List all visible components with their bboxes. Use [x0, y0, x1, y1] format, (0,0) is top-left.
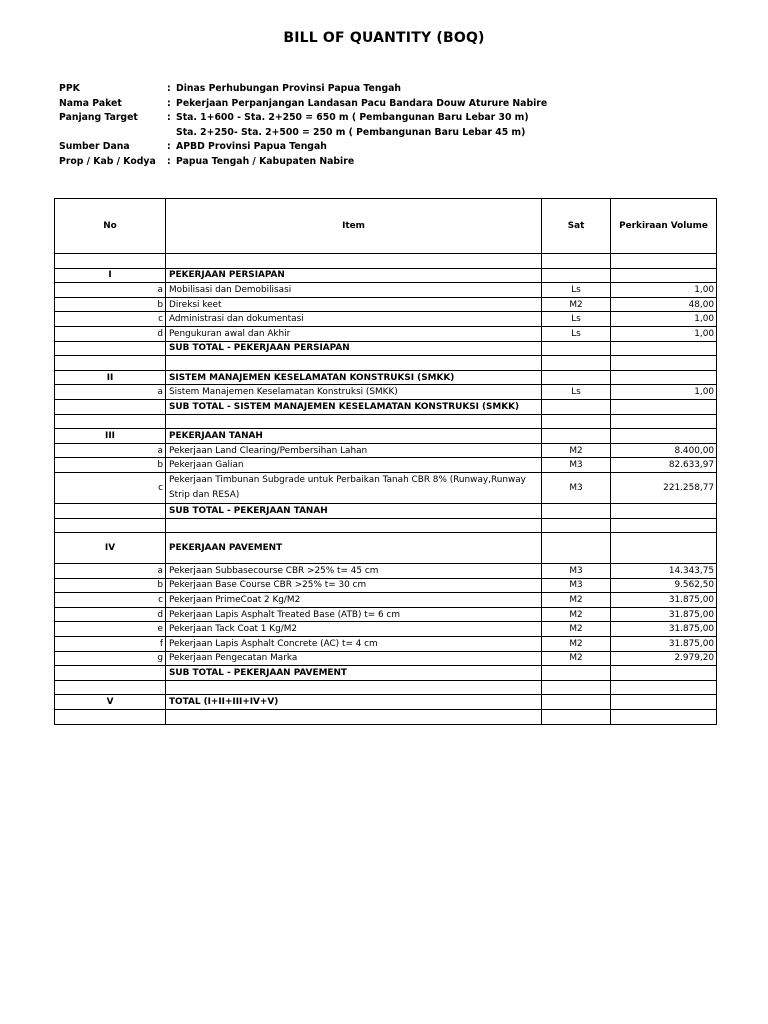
item-volume: 1,00 [611, 312, 717, 327]
item-volume: 1,00 [611, 283, 717, 298]
item-volume: 221.258,77 [611, 472, 717, 503]
section-number: I [55, 268, 166, 283]
item-cell [166, 710, 542, 725]
info-row [59, 111, 547, 126]
info-label: Nama Paket [59, 97, 122, 109]
item-description: Pekerjaan Tack Coat 1 Kg/M2 [166, 622, 542, 637]
item-description: Pekerjaan Land Clearing/Pembersihan Lahan [166, 443, 542, 458]
item-description: Pekerjaan Subbasecourse CBR >25% t= 45 cm [166, 564, 542, 579]
table-row [55, 564, 717, 579]
item-volume: 48,00 [611, 297, 717, 312]
section-row [55, 533, 717, 564]
volume-cell [611, 680, 717, 695]
info-label: Panjang Target [59, 112, 138, 124]
item-letter: c [55, 472, 166, 503]
table-header-row [55, 199, 717, 254]
volume-cell [611, 254, 717, 269]
item-letter: d [55, 607, 166, 622]
table-row [55, 458, 717, 473]
info-row [59, 140, 547, 155]
section-number: II [55, 370, 166, 385]
info-colon: : [167, 155, 171, 167]
blank-row [55, 518, 717, 533]
info-row [59, 97, 547, 112]
sat-cell [542, 503, 611, 518]
item-letter: a [55, 564, 166, 579]
section-title: PEKERJAAN TANAH [166, 429, 542, 444]
sat-cell [542, 356, 611, 371]
section-title: PEKERJAAN PERSIAPAN [166, 268, 542, 283]
no-cell [55, 341, 166, 356]
item-volume: 2.979,20 [611, 651, 717, 666]
volume-cell [611, 503, 717, 518]
info-label: Sumber Dana [59, 141, 130, 153]
volume-cell [611, 710, 717, 725]
blank-row [55, 414, 717, 429]
item-unit: Ls [542, 326, 611, 341]
item-description: Pengukuran awal dan Akhir [166, 326, 542, 341]
table-row [55, 593, 717, 608]
blank-row [55, 254, 717, 269]
section-number: III [55, 429, 166, 444]
item-description: Mobilisasi dan Demobilisasi [166, 283, 542, 298]
item-letter: a [55, 385, 166, 400]
volume-cell [611, 370, 717, 385]
table-row [55, 651, 717, 666]
volume-cell [611, 341, 717, 356]
subtotal-row [55, 341, 717, 356]
info-value: APBD Provinsi Papua Tengah [176, 141, 327, 153]
table-row [55, 297, 717, 312]
item-letter: b [55, 297, 166, 312]
info-value: Sta. 2+250- Sta. 2+500 = 250 m ( Pembangunan Baru Lebar 45 m) [176, 126, 526, 138]
header-sat: Sat [542, 199, 611, 254]
item-letter: b [55, 458, 166, 473]
no-cell [55, 414, 166, 429]
sat-cell [542, 399, 611, 414]
info-label: Prop / Kab / Kodya [59, 155, 156, 167]
item-cell [166, 518, 542, 533]
subtotal-label: SUB TOTAL - PEKERJAAN PAVEMENT [166, 666, 542, 681]
section-number: V [55, 695, 166, 710]
item-unit: M2 [542, 443, 611, 458]
section-number: IV [55, 533, 166, 564]
sat-cell [542, 341, 611, 356]
item-unit: M3 [542, 458, 611, 473]
no-cell [55, 254, 166, 269]
no-cell [55, 710, 166, 725]
section-title: PEKERJAAN PAVEMENT [166, 533, 542, 564]
item-description: Administrasi dan dokumentasi [166, 312, 542, 327]
item-volume: 82.633,97 [611, 458, 717, 473]
volume-cell [611, 518, 717, 533]
info-row [59, 155, 547, 170]
sat-cell [542, 533, 611, 564]
item-unit: Ls [542, 312, 611, 327]
sat-cell [542, 680, 611, 695]
item-letter: d [55, 326, 166, 341]
item-volume: 31.875,00 [611, 607, 717, 622]
subtotal-label: SUB TOTAL - PEKERJAAN PERSIAPAN [166, 341, 542, 356]
item-letter: a [55, 443, 166, 458]
sat-cell [542, 370, 611, 385]
item-description: Pekerjaan Pengecatan Marka [166, 651, 542, 666]
blank-row [55, 680, 717, 695]
item-cell [166, 680, 542, 695]
item-unit: M2 [542, 607, 611, 622]
no-cell [55, 518, 166, 533]
table-row [55, 443, 717, 458]
info-colon: : [167, 112, 171, 124]
item-volume: 14.343,75 [611, 564, 717, 579]
no-cell [55, 503, 166, 518]
subtotal-label: SUB TOTAL - PEKERJAAN TANAH [166, 503, 542, 518]
header-item: Item [166, 199, 542, 254]
item-letter: f [55, 637, 166, 652]
item-unit: M2 [542, 622, 611, 637]
info-value: Sta. 1+600 - Sta. 2+250 = 650 m ( Pembangunan Baru Lebar 30 m) [176, 112, 529, 124]
item-unit: Ls [542, 385, 611, 400]
volume-cell [611, 666, 717, 681]
item-cell [166, 254, 542, 269]
section-row [55, 268, 717, 283]
no-cell [55, 666, 166, 681]
section-row [55, 695, 717, 710]
sat-cell [542, 710, 611, 725]
table-row [55, 385, 717, 400]
item-letter: a [55, 283, 166, 298]
project-info [59, 82, 547, 170]
item-description: Sistem Manajemen Keselamatan Konstruksi (SMKK) [166, 385, 542, 400]
header-volume: Perkiraan Volume [611, 199, 717, 254]
volume-cell [611, 268, 717, 283]
sat-cell [542, 666, 611, 681]
no-cell [55, 356, 166, 371]
item-description: Direksi keet [166, 297, 542, 312]
section-title: TOTAL (I+II+III+IV+V) [166, 695, 542, 710]
info-colon: : [167, 141, 171, 153]
info-value: Dinas Perhubungan Provinsi Papua Tengah [176, 83, 401, 94]
item-unit: M2 [542, 637, 611, 652]
volume-cell [611, 695, 717, 710]
sat-cell [542, 254, 611, 269]
item-letter: e [55, 622, 166, 637]
table-row [55, 637, 717, 652]
section-title: SISTEM MANAJEMEN KESELAMATAN KONSTRUKSI (SMKK) [166, 370, 542, 385]
sat-cell [542, 518, 611, 533]
item-letter: c [55, 593, 166, 608]
item-unit: M2 [542, 593, 611, 608]
sat-cell [542, 414, 611, 429]
item-letter: g [55, 651, 166, 666]
item-unit: M2 [542, 651, 611, 666]
item-volume: 8.400,00 [611, 443, 717, 458]
item-volume: 31.875,00 [611, 637, 717, 652]
volume-cell [611, 429, 717, 444]
section-row [55, 370, 717, 385]
table-row [55, 607, 717, 622]
item-description: Pekerjaan Base Course CBR >25% t= 30 cm [166, 578, 542, 593]
info-label: PPK [59, 83, 80, 94]
sat-cell [542, 429, 611, 444]
header-no: No [55, 199, 166, 254]
table-row [55, 578, 717, 593]
volume-cell [611, 414, 717, 429]
sat-cell [542, 268, 611, 283]
table-row [55, 312, 717, 327]
table-row [55, 622, 717, 637]
info-colon: : [167, 97, 171, 109]
item-description: Pekerjaan Timbunan Subgrade untuk Perbaikan Tanah CBR 8% (Runway,Runway Strip dan RESA) [166, 472, 542, 503]
subtotal-row [55, 503, 717, 518]
item-description: Pekerjaan Galian [166, 458, 542, 473]
item-cell [166, 356, 542, 371]
item-volume: 31.875,00 [611, 622, 717, 637]
item-letter: c [55, 312, 166, 327]
section-row [55, 429, 717, 444]
item-cell [166, 414, 542, 429]
volume-cell [611, 533, 717, 564]
info-value: Papua Tengah / Kabupaten Nabire [176, 155, 355, 167]
subtotal-row [55, 666, 717, 681]
item-unit: M3 [542, 564, 611, 579]
blank-row [55, 710, 717, 725]
item-description: Pekerjaan Lapis Asphalt Treated Base (ATB) t= 6 cm [166, 607, 542, 622]
subtotal-label: SUB TOTAL - SISTEM MANAJEMEN KESELAMATAN KONSTRUKSI (SMKK) [166, 399, 542, 414]
boq-table [54, 198, 717, 725]
no-cell [55, 399, 166, 414]
item-description: Pekerjaan Lapis Asphalt Concrete (AC) t= 4 cm [166, 637, 542, 652]
volume-cell [611, 356, 717, 371]
item-description: Pekerjaan PrimeCoat 2 Kg/M2 [166, 593, 542, 608]
info-row [59, 126, 547, 141]
item-volume: 1,00 [611, 385, 717, 400]
item-letter: b [55, 578, 166, 593]
info-colon: : [167, 83, 171, 94]
table-row [55, 472, 717, 503]
item-unit: Ls [542, 283, 611, 298]
item-volume: 31.875,00 [611, 593, 717, 608]
document-title: BILL OF QUANTITY (BOQ) [283, 30, 485, 46]
no-cell [55, 680, 166, 695]
item-unit: M3 [542, 472, 611, 503]
sat-cell [542, 695, 611, 710]
volume-cell [611, 399, 717, 414]
table-row [55, 283, 717, 298]
info-value: Pekerjaan Perpanjangan Landasan Pacu Bandara Douw Aturure Nabire [176, 97, 548, 109]
item-volume: 9.562,50 [611, 578, 717, 593]
item-volume: 1,00 [611, 326, 717, 341]
item-unit: M3 [542, 578, 611, 593]
info-row [59, 82, 547, 97]
subtotal-row [55, 399, 717, 414]
blank-row [55, 356, 717, 371]
table-row [55, 326, 717, 341]
item-unit: M2 [542, 297, 611, 312]
